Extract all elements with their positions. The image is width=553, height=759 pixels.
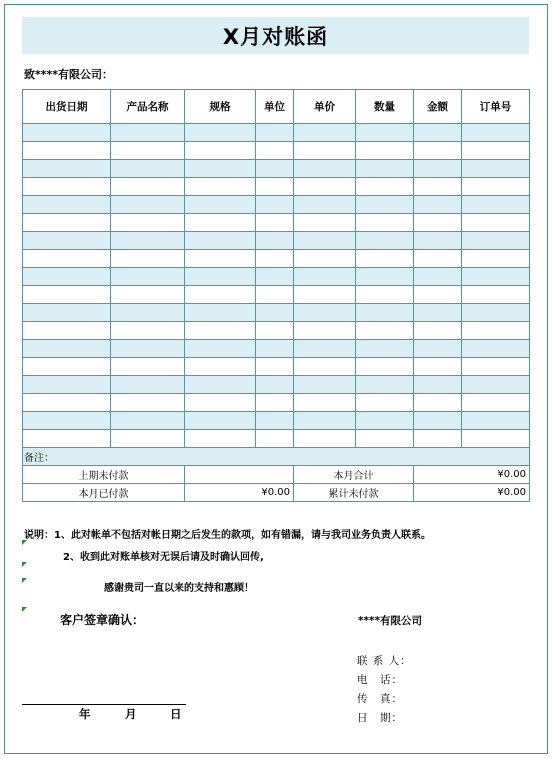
table-cell[interactable] <box>462 196 530 214</box>
table-cell[interactable] <box>111 250 185 268</box>
table-cell[interactable] <box>185 376 256 394</box>
table-cell[interactable] <box>111 376 185 394</box>
table-row <box>23 250 530 268</box>
table-row <box>23 124 530 142</box>
table-cell[interactable] <box>294 178 356 196</box>
cell-comment-marker <box>22 607 27 612</box>
table-cell[interactable] <box>111 232 185 250</box>
table-row <box>23 196 530 214</box>
table-cell[interactable] <box>414 214 462 232</box>
table-cell[interactable] <box>256 322 294 340</box>
table-cell[interactable] <box>256 340 294 358</box>
table-cell[interactable] <box>256 142 294 160</box>
table-cell[interactable] <box>414 412 462 430</box>
table-cell[interactable] <box>185 142 256 160</box>
table-cell[interactable] <box>256 394 294 412</box>
table-cell[interactable] <box>111 268 185 286</box>
table-cell[interactable] <box>256 160 294 178</box>
table-cell[interactable] <box>414 322 462 340</box>
table-cell[interactable] <box>414 376 462 394</box>
table-cell[interactable] <box>111 178 185 196</box>
table-cell[interactable] <box>356 412 414 430</box>
table-cell[interactable] <box>111 304 185 322</box>
table-cell[interactable] <box>256 286 294 304</box>
table-cell[interactable] <box>414 196 462 214</box>
column-header: 金额 <box>414 90 462 124</box>
column-header: 出货日期 <box>23 90 111 124</box>
summary-row <box>23 484 530 502</box>
table-cell[interactable] <box>462 124 530 142</box>
table-cell[interactable] <box>256 250 294 268</box>
table-cell[interactable] <box>356 160 414 178</box>
month-paid-label: 本月已付款 <box>23 484 185 502</box>
table-cell[interactable] <box>414 340 462 358</box>
cell-comment-marker <box>22 578 27 583</box>
column-header: 订单号 <box>462 90 530 124</box>
table-cell[interactable] <box>111 142 185 160</box>
table-cell[interactable] <box>111 394 185 412</box>
table-cell[interactable] <box>111 322 185 340</box>
table-cell[interactable] <box>294 394 356 412</box>
month-total-label: 本月合计 <box>294 466 414 484</box>
table-cell[interactable] <box>414 286 462 304</box>
table-cell[interactable] <box>23 430 111 448</box>
table-row <box>23 394 530 412</box>
table-cell[interactable] <box>414 430 462 448</box>
table-cell[interactable] <box>185 412 256 430</box>
table-cell[interactable] <box>294 412 356 430</box>
table-cell[interactable] <box>294 250 356 268</box>
table-cell[interactable] <box>185 232 256 250</box>
table-cell[interactable] <box>462 268 530 286</box>
table-cell[interactable] <box>462 178 530 196</box>
table-cell[interactable] <box>356 286 414 304</box>
table-cell[interactable] <box>356 214 414 232</box>
table-cell[interactable] <box>356 142 414 160</box>
table-cell[interactable] <box>294 160 356 178</box>
table-row <box>23 430 530 448</box>
table-cell[interactable] <box>356 178 414 196</box>
table-cell[interactable] <box>111 160 185 178</box>
table-cell[interactable] <box>294 430 356 448</box>
table-row <box>23 142 530 160</box>
table-cell[interactable] <box>414 268 462 286</box>
table-cell[interactable] <box>256 214 294 232</box>
table-cell[interactable] <box>23 322 111 340</box>
table-cell[interactable] <box>111 430 185 448</box>
table-cell[interactable] <box>23 412 111 430</box>
table-cell[interactable] <box>23 268 111 286</box>
table-cell[interactable] <box>256 358 294 376</box>
table-cell[interactable] <box>23 178 111 196</box>
table-cell[interactable] <box>23 142 111 160</box>
table-cell[interactable] <box>356 124 414 142</box>
table-cell[interactable] <box>23 214 111 232</box>
table-cell[interactable] <box>294 286 356 304</box>
table-cell[interactable] <box>462 214 530 232</box>
contact-person-label: 联 系 人： <box>357 655 412 667</box>
table-cell[interactable] <box>111 196 185 214</box>
signature-line <box>22 704 186 705</box>
note-line-2: 2、收到此对账单核对无误后请及时确认回传, <box>63 552 264 563</box>
table-cell[interactable] <box>256 376 294 394</box>
table-cell[interactable] <box>462 322 530 340</box>
table-cell[interactable] <box>462 286 530 304</box>
table-cell[interactable] <box>185 178 256 196</box>
table-row <box>23 304 530 322</box>
table-cell[interactable] <box>256 178 294 196</box>
table-row <box>23 178 530 196</box>
cumulative-unpaid-value: ¥0.00 <box>414 484 530 502</box>
table-cell[interactable] <box>23 304 111 322</box>
table-cell[interactable] <box>111 214 185 232</box>
table-cell[interactable] <box>256 430 294 448</box>
year-label: 年 <box>79 707 91 721</box>
table-row <box>23 412 530 430</box>
table-row <box>23 268 530 286</box>
day-label: 日 <box>170 707 182 721</box>
table-cell[interactable] <box>356 304 414 322</box>
table-cell[interactable] <box>294 142 356 160</box>
table-cell[interactable] <box>414 358 462 376</box>
table-cell[interactable] <box>23 394 111 412</box>
table-row <box>23 322 530 340</box>
table-cell[interactable] <box>462 142 530 160</box>
table-cell[interactable] <box>185 250 256 268</box>
table-cell[interactable] <box>185 268 256 286</box>
table-cell[interactable] <box>111 340 185 358</box>
table-cell[interactable] <box>185 286 256 304</box>
column-header: 规格 <box>185 90 256 124</box>
table-cell[interactable] <box>462 376 530 394</box>
note-line-1: 说明：1、此对帐单不包括对帐日期之后发生的款项，如有错漏，请与我司业务负责人联系。 <box>24 530 431 541</box>
table-cell[interactable] <box>356 394 414 412</box>
month-label: 月 <box>125 707 137 721</box>
cumulative-unpaid-label: 累计未付款 <box>294 484 414 502</box>
summary-row <box>23 466 530 484</box>
table-cell[interactable] <box>356 322 414 340</box>
table-cell[interactable] <box>414 394 462 412</box>
table-cell[interactable] <box>294 268 356 286</box>
table-cell[interactable] <box>294 304 356 322</box>
table-cell[interactable] <box>356 376 414 394</box>
table-cell[interactable] <box>23 286 111 304</box>
table-cell[interactable] <box>356 268 414 286</box>
table-cell[interactable] <box>462 358 530 376</box>
table-cell[interactable] <box>356 340 414 358</box>
table-cell[interactable] <box>23 358 111 376</box>
table-cell[interactable] <box>462 232 530 250</box>
table-cell[interactable] <box>185 124 256 142</box>
column-header: 单位 <box>256 90 294 124</box>
fax-label: 传 真： <box>357 693 403 705</box>
table-cell[interactable] <box>294 376 356 394</box>
table-cell[interactable] <box>185 340 256 358</box>
company-name: ****有限公司 <box>358 615 422 627</box>
table-cell[interactable] <box>256 412 294 430</box>
table-cell[interactable] <box>111 286 185 304</box>
table-row <box>23 232 530 250</box>
table-cell[interactable] <box>185 322 256 340</box>
statement-table <box>22 89 530 502</box>
table-cell[interactable] <box>462 430 530 448</box>
table-cell[interactable] <box>462 304 530 322</box>
table-cell[interactable] <box>23 124 111 142</box>
remarks-label: 备注： <box>23 448 530 466</box>
table-cell[interactable] <box>294 340 356 358</box>
table-cell[interactable] <box>256 232 294 250</box>
month-total-value: ¥0.00 <box>414 466 530 484</box>
table-cell[interactable] <box>294 124 356 142</box>
phone-label: 电 话： <box>357 674 403 686</box>
note-line-3: 感谢贵司一直以来的支持和惠顾！ <box>104 583 254 594</box>
table-row <box>23 214 530 232</box>
cell-comment-marker <box>22 562 27 567</box>
table-cell[interactable] <box>414 178 462 196</box>
table-cell[interactable] <box>414 232 462 250</box>
table-cell[interactable] <box>185 358 256 376</box>
addressee-line: 致****有限公司： <box>24 68 114 81</box>
table-cell[interactable] <box>414 160 462 178</box>
table-cell[interactable] <box>23 340 111 358</box>
table-cell[interactable] <box>23 196 111 214</box>
table-row <box>23 160 530 178</box>
table-cell[interactable] <box>356 430 414 448</box>
table-row <box>23 286 530 304</box>
table-cell[interactable] <box>414 250 462 268</box>
table-cell[interactable] <box>111 412 185 430</box>
document-title: X月对账函 <box>22 17 529 54</box>
month-paid-value: ¥0.00 <box>185 484 294 502</box>
table-row <box>23 358 530 376</box>
table-cell[interactable] <box>414 142 462 160</box>
column-header: 单价 <box>294 90 356 124</box>
table-cell[interactable] <box>414 124 462 142</box>
table-cell[interactable] <box>256 304 294 322</box>
table-cell[interactable] <box>23 160 111 178</box>
table-cell[interactable] <box>294 358 356 376</box>
customer-sign-label: 客户签章确认： <box>60 613 145 627</box>
prev-unpaid-value <box>185 466 294 484</box>
table-cell[interactable] <box>256 196 294 214</box>
table-cell[interactable] <box>294 214 356 232</box>
column-header: 产品名称 <box>111 90 185 124</box>
table-cell[interactable] <box>256 124 294 142</box>
table-cell[interactable] <box>414 304 462 322</box>
table-cell[interactable] <box>185 394 256 412</box>
table-row <box>23 340 530 358</box>
table-cell[interactable] <box>294 196 356 214</box>
table-cell[interactable] <box>356 196 414 214</box>
table-cell[interactable] <box>294 322 356 340</box>
table-cell[interactable] <box>462 340 530 358</box>
table-cell[interactable] <box>256 268 294 286</box>
table-cell[interactable] <box>23 232 111 250</box>
table-cell[interactable] <box>462 250 530 268</box>
column-header: 数量 <box>356 90 414 124</box>
table-header-row <box>23 90 530 124</box>
table-cell[interactable] <box>185 196 256 214</box>
table-cell[interactable] <box>185 160 256 178</box>
table-cell[interactable] <box>294 232 356 250</box>
table-cell[interactable] <box>462 412 530 430</box>
table-cell[interactable] <box>356 358 414 376</box>
table-cell[interactable] <box>23 376 111 394</box>
table-cell[interactable] <box>462 160 530 178</box>
table-cell[interactable] <box>462 394 530 412</box>
table-cell[interactable] <box>185 214 256 232</box>
table-cell[interactable] <box>356 250 414 268</box>
table-cell[interactable] <box>111 358 185 376</box>
table-row <box>23 376 530 394</box>
date-label: 日 期： <box>357 712 403 724</box>
table-cell[interactable] <box>23 250 111 268</box>
table-cell[interactable] <box>185 304 256 322</box>
table-cell[interactable] <box>356 232 414 250</box>
remarks-row <box>23 448 530 466</box>
table-cell[interactable] <box>111 124 185 142</box>
table-cell[interactable] <box>185 430 256 448</box>
prev-unpaid-label: 上期未付款 <box>23 466 185 484</box>
